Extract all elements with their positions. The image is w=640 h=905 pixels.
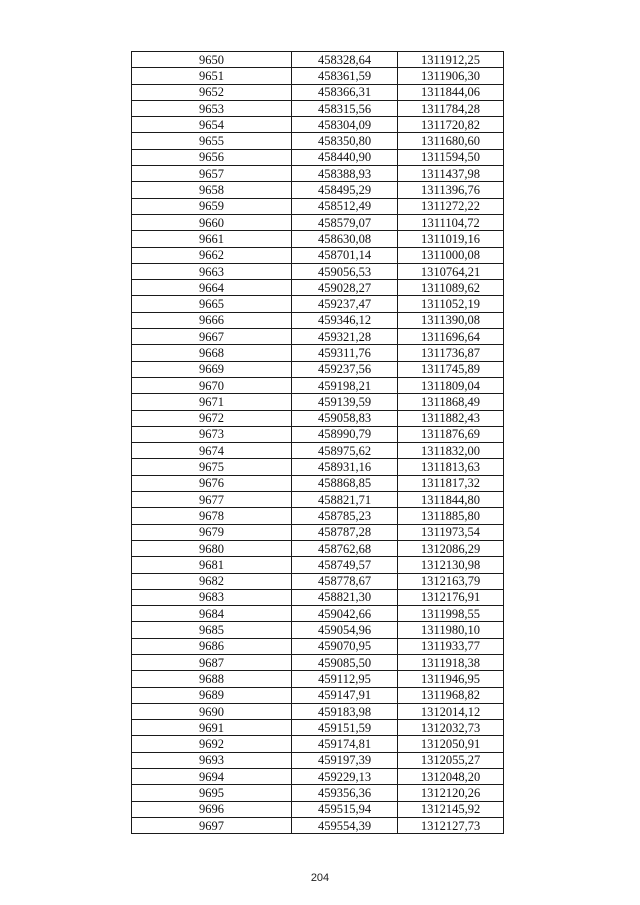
y-coordinate-cell: 1311906,30 xyxy=(398,68,504,84)
y-coordinate-cell: 1311390,08 xyxy=(398,312,504,328)
table-row xyxy=(132,280,504,296)
table-row xyxy=(132,703,504,719)
x-coordinate-cell: 458579,07 xyxy=(292,214,398,230)
point-number-cell: 9653 xyxy=(132,100,292,116)
table-row xyxy=(132,785,504,801)
x-coordinate-cell: 459321,28 xyxy=(292,329,398,345)
y-coordinate-cell: 1311720,82 xyxy=(398,117,504,133)
x-coordinate-cell: 458366,31 xyxy=(292,84,398,100)
table-row xyxy=(132,149,504,165)
x-coordinate-cell: 458328,64 xyxy=(292,52,398,68)
y-coordinate-cell: 1312120,26 xyxy=(398,785,504,801)
point-number-cell: 9655 xyxy=(132,133,292,149)
point-number-cell: 9691 xyxy=(132,720,292,736)
point-number-cell: 9664 xyxy=(132,280,292,296)
y-coordinate-cell: 1312086,29 xyxy=(398,540,504,556)
point-number-cell: 9682 xyxy=(132,573,292,589)
point-number-cell: 9678 xyxy=(132,508,292,524)
point-number-cell: 9693 xyxy=(132,752,292,768)
point-number-cell: 9658 xyxy=(132,182,292,198)
y-coordinate-cell: 1311882,43 xyxy=(398,410,504,426)
point-number-cell: 9670 xyxy=(132,377,292,393)
x-coordinate-cell: 458821,71 xyxy=(292,492,398,508)
y-coordinate-cell: 1312055,27 xyxy=(398,752,504,768)
x-coordinate-cell: 459139,59 xyxy=(292,394,398,410)
point-number-cell: 9689 xyxy=(132,687,292,703)
y-coordinate-cell: 1311973,54 xyxy=(398,524,504,540)
point-number-cell: 9686 xyxy=(132,638,292,654)
table-row xyxy=(132,231,504,247)
y-coordinate-cell: 1311876,69 xyxy=(398,426,504,442)
x-coordinate-cell: 459515,94 xyxy=(292,801,398,817)
y-coordinate-cell: 1311998,55 xyxy=(398,606,504,622)
point-number-cell: 9681 xyxy=(132,557,292,573)
table-row xyxy=(132,475,504,491)
y-coordinate-cell: 1312163,79 xyxy=(398,573,504,589)
table-row xyxy=(132,133,504,149)
x-coordinate-cell: 459056,53 xyxy=(292,263,398,279)
y-coordinate-cell: 1312145,92 xyxy=(398,801,504,817)
y-coordinate-cell: 1311000,08 xyxy=(398,247,504,263)
y-coordinate-cell: 1311809,04 xyxy=(398,377,504,393)
x-coordinate-cell: 459054,96 xyxy=(292,622,398,638)
point-number-cell: 9685 xyxy=(132,622,292,638)
table-row xyxy=(132,84,504,100)
table-row xyxy=(132,394,504,410)
table-row xyxy=(132,182,504,198)
table-row xyxy=(132,720,504,736)
point-number-cell: 9659 xyxy=(132,198,292,214)
point-number-cell: 9660 xyxy=(132,214,292,230)
point-number-cell: 9695 xyxy=(132,785,292,801)
x-coordinate-cell: 458778,67 xyxy=(292,573,398,589)
x-coordinate-cell: 458388,93 xyxy=(292,166,398,182)
y-coordinate-cell: 1311885,80 xyxy=(398,508,504,524)
y-coordinate-cell: 1311019,16 xyxy=(398,231,504,247)
x-coordinate-cell: 459070,95 xyxy=(292,638,398,654)
point-number-cell: 9674 xyxy=(132,443,292,459)
point-number-cell: 9672 xyxy=(132,410,292,426)
point-number-cell: 9696 xyxy=(132,801,292,817)
point-number-cell: 9692 xyxy=(132,736,292,752)
y-coordinate-cell: 1311696,64 xyxy=(398,329,504,345)
coordinates-table-body xyxy=(132,52,504,834)
point-number-cell: 9684 xyxy=(132,606,292,622)
x-coordinate-cell: 458990,79 xyxy=(292,426,398,442)
point-number-cell: 9666 xyxy=(132,312,292,328)
y-coordinate-cell: 1311052,19 xyxy=(398,296,504,312)
table-row xyxy=(132,426,504,442)
table-row xyxy=(132,100,504,116)
point-number-cell: 9650 xyxy=(132,52,292,68)
table-row xyxy=(132,736,504,752)
y-coordinate-cell: 1312048,20 xyxy=(398,769,504,785)
x-coordinate-cell: 459112,95 xyxy=(292,671,398,687)
point-number-cell: 9656 xyxy=(132,149,292,165)
x-coordinate-cell: 458630,08 xyxy=(292,231,398,247)
y-coordinate-cell: 1312032,73 xyxy=(398,720,504,736)
y-coordinate-cell: 1311832,00 xyxy=(398,443,504,459)
table-row xyxy=(132,377,504,393)
table-row xyxy=(132,345,504,361)
x-coordinate-cell: 458785,23 xyxy=(292,508,398,524)
point-number-cell: 9654 xyxy=(132,117,292,133)
point-number-cell: 9663 xyxy=(132,263,292,279)
point-number-cell: 9669 xyxy=(132,361,292,377)
point-number-cell: 9688 xyxy=(132,671,292,687)
x-coordinate-cell: 458361,59 xyxy=(292,68,398,84)
point-number-cell: 9690 xyxy=(132,703,292,719)
table-row xyxy=(132,247,504,263)
table-row xyxy=(132,671,504,687)
y-coordinate-cell: 1311813,63 xyxy=(398,459,504,475)
table-row xyxy=(132,752,504,768)
y-coordinate-cell: 1311104,72 xyxy=(398,214,504,230)
point-number-cell: 9671 xyxy=(132,394,292,410)
point-number-cell: 9651 xyxy=(132,68,292,84)
x-coordinate-cell: 458868,85 xyxy=(292,475,398,491)
x-coordinate-cell: 459237,47 xyxy=(292,296,398,312)
table-row xyxy=(132,198,504,214)
x-coordinate-cell: 459085,50 xyxy=(292,654,398,670)
table-row xyxy=(132,638,504,654)
x-coordinate-cell: 459346,12 xyxy=(292,312,398,328)
x-coordinate-cell: 458762,68 xyxy=(292,540,398,556)
x-coordinate-cell: 458787,28 xyxy=(292,524,398,540)
x-coordinate-cell: 459356,36 xyxy=(292,785,398,801)
table-row xyxy=(132,52,504,68)
table-row xyxy=(132,492,504,508)
y-coordinate-cell: 1311946,95 xyxy=(398,671,504,687)
x-coordinate-cell: 458495,29 xyxy=(292,182,398,198)
y-coordinate-cell: 1312050,91 xyxy=(398,736,504,752)
point-number-cell: 9694 xyxy=(132,769,292,785)
y-coordinate-cell: 1311980,10 xyxy=(398,622,504,638)
x-coordinate-cell: 459147,91 xyxy=(292,687,398,703)
x-coordinate-cell: 458701,14 xyxy=(292,247,398,263)
table-row xyxy=(132,540,504,556)
x-coordinate-cell: 459058,83 xyxy=(292,410,398,426)
x-coordinate-cell: 459042,66 xyxy=(292,606,398,622)
x-coordinate-cell: 459311,76 xyxy=(292,345,398,361)
point-number-cell: 9662 xyxy=(132,247,292,263)
y-coordinate-cell: 1311594,50 xyxy=(398,149,504,165)
y-coordinate-cell: 1311396,76 xyxy=(398,182,504,198)
point-number-cell: 9677 xyxy=(132,492,292,508)
table-row xyxy=(132,361,504,377)
x-coordinate-cell: 458315,56 xyxy=(292,100,398,116)
table-row xyxy=(132,508,504,524)
table-row xyxy=(132,312,504,328)
point-number-cell: 9687 xyxy=(132,654,292,670)
page-number: 204 xyxy=(310,872,330,884)
x-coordinate-cell: 459174,81 xyxy=(292,736,398,752)
x-coordinate-cell: 458512,49 xyxy=(292,198,398,214)
table-row xyxy=(132,769,504,785)
y-coordinate-cell: 1311089,62 xyxy=(398,280,504,296)
x-coordinate-cell: 459198,21 xyxy=(292,377,398,393)
x-coordinate-cell: 459151,59 xyxy=(292,720,398,736)
table-row xyxy=(132,443,504,459)
x-coordinate-cell: 458931,16 xyxy=(292,459,398,475)
point-number-cell: 9667 xyxy=(132,329,292,345)
table-row xyxy=(132,801,504,817)
y-coordinate-cell: 1311844,80 xyxy=(398,492,504,508)
y-coordinate-cell: 1311868,49 xyxy=(398,394,504,410)
point-number-cell: 9668 xyxy=(132,345,292,361)
table-row xyxy=(132,166,504,182)
y-coordinate-cell: 1311736,87 xyxy=(398,345,504,361)
x-coordinate-cell: 458749,57 xyxy=(292,557,398,573)
table-row xyxy=(132,654,504,670)
point-number-cell: 9665 xyxy=(132,296,292,312)
point-number-cell: 9679 xyxy=(132,524,292,540)
y-coordinate-cell: 1311272,22 xyxy=(398,198,504,214)
table-row xyxy=(132,817,504,833)
x-coordinate-cell: 459028,27 xyxy=(292,280,398,296)
table-row xyxy=(132,329,504,345)
x-coordinate-cell: 458821,30 xyxy=(292,589,398,605)
table-row xyxy=(132,573,504,589)
x-coordinate-cell: 459229,13 xyxy=(292,769,398,785)
table-row xyxy=(132,410,504,426)
y-coordinate-cell: 1312127,73 xyxy=(398,817,504,833)
table-row xyxy=(132,687,504,703)
y-coordinate-cell: 1311437,98 xyxy=(398,166,504,182)
x-coordinate-cell: 458975,62 xyxy=(292,443,398,459)
table-row xyxy=(132,263,504,279)
x-coordinate-cell: 458350,80 xyxy=(292,133,398,149)
table-row xyxy=(132,459,504,475)
y-coordinate-cell: 1311680,60 xyxy=(398,133,504,149)
y-coordinate-cell: 1311817,32 xyxy=(398,475,504,491)
table-row xyxy=(132,589,504,605)
point-number-cell: 9661 xyxy=(132,231,292,247)
x-coordinate-cell: 458440,90 xyxy=(292,149,398,165)
table-row xyxy=(132,622,504,638)
y-coordinate-cell: 1311918,38 xyxy=(398,654,504,670)
y-coordinate-cell: 1312176,91 xyxy=(398,589,504,605)
y-coordinate-cell: 1311933,77 xyxy=(398,638,504,654)
point-number-cell: 9675 xyxy=(132,459,292,475)
x-coordinate-cell: 459554,39 xyxy=(292,817,398,833)
x-coordinate-cell: 459197,39 xyxy=(292,752,398,768)
point-number-cell: 9657 xyxy=(132,166,292,182)
table-row xyxy=(132,606,504,622)
point-number-cell: 9673 xyxy=(132,426,292,442)
table-row xyxy=(132,214,504,230)
y-coordinate-cell: 1311912,25 xyxy=(398,52,504,68)
point-number-cell: 9697 xyxy=(132,817,292,833)
table-row xyxy=(132,296,504,312)
point-number-cell: 9652 xyxy=(132,84,292,100)
x-coordinate-cell: 458304,09 xyxy=(292,117,398,133)
table-row xyxy=(132,117,504,133)
y-coordinate-cell: 1310764,21 xyxy=(398,263,504,279)
point-number-cell: 9676 xyxy=(132,475,292,491)
y-coordinate-cell: 1312014,12 xyxy=(398,703,504,719)
table-row xyxy=(132,557,504,573)
x-coordinate-cell: 459237,56 xyxy=(292,361,398,377)
table-row xyxy=(132,524,504,540)
y-coordinate-cell: 1311844,06 xyxy=(398,84,504,100)
y-coordinate-cell: 1312130,98 xyxy=(398,557,504,573)
y-coordinate-cell: 1311784,28 xyxy=(398,100,504,116)
y-coordinate-cell: 1311968,82 xyxy=(398,687,504,703)
coordinates-table xyxy=(131,51,504,834)
point-number-cell: 9680 xyxy=(132,540,292,556)
y-coordinate-cell: 1311745,89 xyxy=(398,361,504,377)
table-row xyxy=(132,68,504,84)
x-coordinate-cell: 459183,98 xyxy=(292,703,398,719)
point-number-cell: 9683 xyxy=(132,589,292,605)
